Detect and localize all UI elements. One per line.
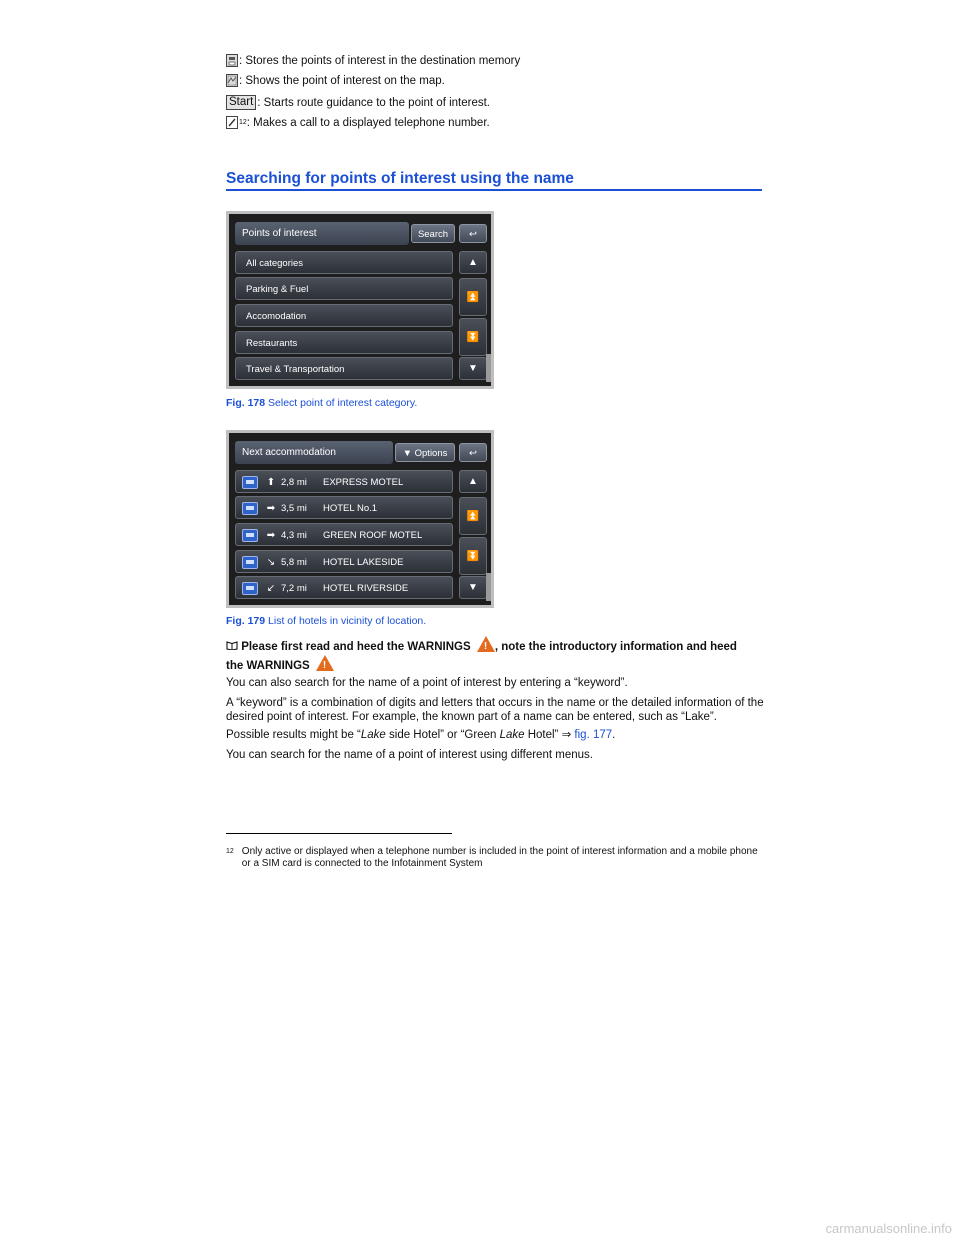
- para-text: .: [612, 729, 616, 741]
- footnote: [226, 846, 766, 870]
- footnote-number: 12: [226, 848, 234, 855]
- triangle-down-icon: ▼: [468, 363, 478, 374]
- category-item[interactable]: Accomodation: [235, 304, 453, 327]
- footnote-text: Only active or displayed when a telephone number is included in the point of interest information and a mobile phone or a SIM card is connected to the Infotainment System: [241, 846, 758, 869]
- hotel-distance: 5,8 mi: [281, 557, 307, 568]
- fig179-caption-text: List of hotels in vicinity of location.: [265, 615, 427, 627]
- legend-map-text: : Shows the point of interest on the map.: [239, 74, 445, 87]
- scroll-down-button[interactable]: [459, 576, 487, 599]
- legend-start: [226, 95, 490, 110]
- back-button[interactable]: [459, 443, 487, 462]
- hotel-name: HOTEL RIVERSIDE: [323, 583, 409, 594]
- footnote-divider: [226, 833, 452, 834]
- paragraph: You can search for the name of a point of interest using different menus.: [226, 749, 593, 761]
- triangle-up-icon: ▲: [468, 476, 478, 487]
- hotel-name: EXPRESS MOTEL: [323, 477, 404, 488]
- save-icon: [226, 54, 238, 67]
- hotel-icon: [242, 556, 258, 569]
- back-icon: ↩: [469, 448, 477, 459]
- direction-arrow-icon: ↘: [266, 557, 276, 568]
- fig178-header: Points of interest: [235, 222, 409, 245]
- hotel-name: HOTEL LAKESIDE: [323, 557, 404, 568]
- hotel-icon: [242, 502, 258, 515]
- legend-phone-text: : Makes a call to a displayed telephone number.: [246, 116, 490, 129]
- para-italic: Lake: [499, 729, 525, 741]
- para-text: Hotel” ⇒: [524, 729, 575, 741]
- watermark: carmanualsonline.info: [825, 1221, 952, 1236]
- fig179-caption: [226, 615, 426, 627]
- hotel-row[interactable]: [235, 576, 453, 599]
- scroll-up-button[interactable]: [459, 251, 487, 274]
- double-down-icon: ⏬: [466, 550, 480, 562]
- double-up-icon: ⏫: [466, 291, 480, 303]
- fig178-caption-num: Fig. 178: [226, 397, 266, 409]
- para-italic: Lake: [360, 729, 386, 741]
- fig178-screen: [226, 211, 494, 389]
- direction-arrow-icon: ⬆: [266, 477, 276, 488]
- category-item[interactable]: Parking & Fuel: [235, 277, 453, 300]
- hotel-icon: [242, 582, 258, 595]
- fig179-header: Next accommodation: [235, 441, 393, 464]
- section-heading: Searching for points of interest using the name: [226, 170, 762, 191]
- fig-177-link[interactable]: fig. 177: [574, 729, 613, 741]
- options-button[interactable]: ▼ Options: [395, 443, 455, 462]
- hotel-distance: 7,2 mi: [281, 583, 307, 594]
- scroll-down-button[interactable]: [459, 357, 487, 380]
- paragraph: A “keyword” is a combination of digits and letters that occurs in the name or the detailed information of the desired point of interest. For example, the known part of a name can be entered, such as “Lake”.: [226, 697, 764, 723]
- legend-phone: [226, 116, 490, 129]
- map-icon: [226, 74, 238, 87]
- fig178-caption: [226, 397, 417, 409]
- legend-map: [226, 74, 445, 87]
- legend-save: [226, 54, 520, 67]
- warning-text-2: the WARNINGS: [226, 660, 313, 672]
- page-down-button[interactable]: [459, 318, 487, 356]
- figure-code-strip: [486, 354, 491, 382]
- hotel-icon: [242, 529, 258, 542]
- figure-code-strip: [486, 573, 491, 601]
- warning-text-1b: , note the introductory information and heed: [494, 641, 737, 653]
- triangle-down-icon: ▼: [468, 582, 478, 593]
- search-button[interactable]: Search: [411, 224, 455, 243]
- back-button[interactable]: [459, 224, 487, 243]
- para-text: side Hotel” or “Green: [385, 729, 500, 741]
- page-up-button[interactable]: [459, 278, 487, 316]
- hotel-row[interactable]: [235, 470, 453, 493]
- fig178-caption-text: Select point of interest category.: [265, 397, 418, 409]
- paragraph: [226, 729, 766, 743]
- direction-arrow-icon: ↙: [266, 583, 276, 594]
- page-down-button[interactable]: [459, 537, 487, 575]
- para-text: Possible results might be “: [226, 729, 361, 741]
- back-icon: ↩: [469, 229, 477, 240]
- double-down-icon: ⏬: [466, 331, 480, 343]
- start-key: Start: [226, 95, 256, 110]
- category-item[interactable]: All categories: [235, 251, 453, 274]
- paragraph: You can also search for the name of a point of interest by entering a “keyword”.: [226, 677, 628, 689]
- warning-icon[interactable]: [477, 636, 495, 652]
- triangle-up-icon: ▲: [468, 257, 478, 268]
- warning-icon[interactable]: [316, 655, 334, 671]
- fig179-screen: [226, 430, 494, 608]
- fig179-caption-num: Fig. 179: [226, 615, 266, 627]
- hotel-distance: 4,3 mi: [281, 530, 307, 541]
- hotel-name: HOTEL No.1: [323, 503, 378, 514]
- direction-arrow-icon: ➡: [266, 503, 276, 514]
- legend-start-text: : Starts route guidance to the point of interest.: [257, 96, 490, 109]
- hotel-distance: 3,5 mi: [281, 503, 307, 514]
- footnote-ref: 12: [239, 119, 247, 126]
- warning-note: [226, 636, 766, 674]
- hotel-icon: [242, 476, 258, 489]
- category-item[interactable]: Travel & Transportation: [235, 357, 453, 380]
- hotel-row[interactable]: [235, 496, 453, 519]
- warning-text-1: Please first read and heed the WARNINGS: [238, 641, 474, 653]
- hotel-distance: 2,8 mi: [281, 477, 307, 488]
- phone-icon: [226, 116, 238, 129]
- category-item[interactable]: Restaurants: [235, 331, 453, 354]
- scroll-up-button[interactable]: [459, 470, 487, 493]
- hotel-name: GREEN ROOF MOTEL: [323, 530, 423, 541]
- hotel-row[interactable]: [235, 550, 453, 573]
- direction-arrow-icon: ➡: [266, 530, 276, 541]
- page-up-button[interactable]: [459, 497, 487, 535]
- double-up-icon: ⏫: [466, 510, 480, 522]
- book-icon: [226, 639, 238, 655]
- hotel-row[interactable]: [235, 523, 453, 546]
- legend-save-text: : Stores the points of interest in the destination memory: [239, 54, 521, 67]
